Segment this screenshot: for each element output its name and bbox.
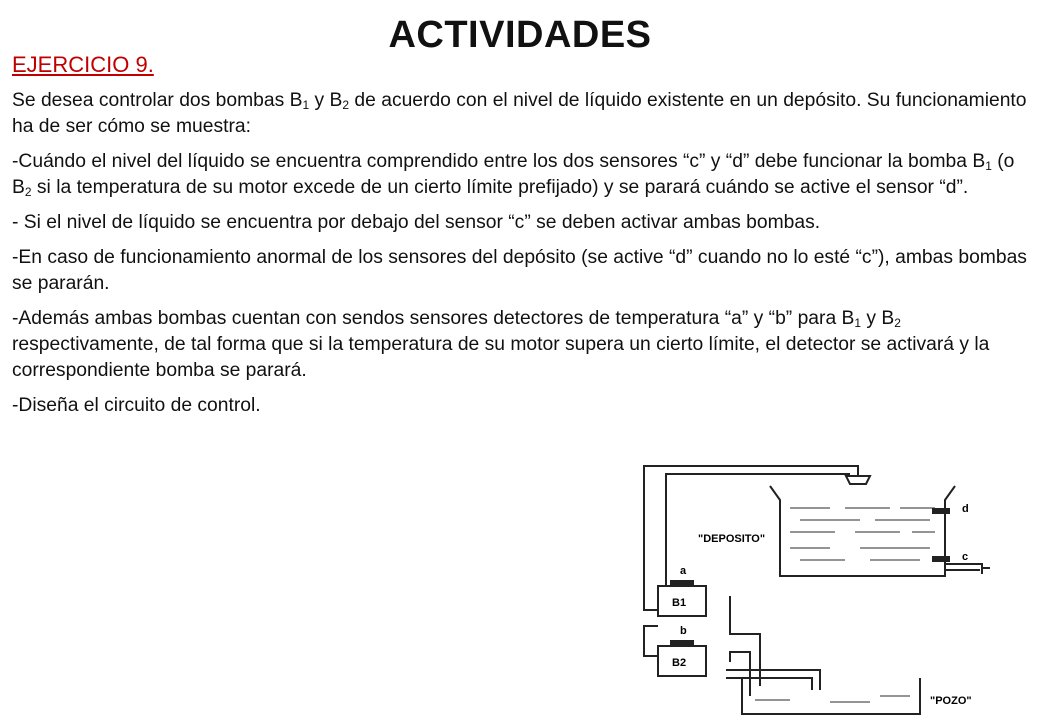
pozo-label: "POZO" <box>930 695 972 707</box>
text-segment: y B <box>309 90 343 111</box>
paragraph-condition-3: -En caso de funcionamiento anormal de los sensores del depósito (se active “d” cuando no lo esté “c”), ambas bombas se pararán. <box>12 247 1027 294</box>
tank-outline <box>770 486 955 576</box>
text-segment: Se desea controlar dos bombas B <box>12 90 303 111</box>
subscript: 2 <box>894 316 901 330</box>
paragraph-condition-4 <box>12 306 1036 384</box>
sensor-c-icon <box>932 556 950 562</box>
page-title: ACTIVIDADES <box>388 14 652 56</box>
exercise-title: EJERCICIO 9. <box>12 52 154 77</box>
sprinkler-icon <box>846 476 870 484</box>
subscript: 1 <box>854 316 862 330</box>
text-segment: si la temperatura de su motor excede de un cierto límite prefijado) y se parará cuándo se active el sensor “d”. <box>31 177 969 198</box>
exercise-statement <box>12 88 1036 428</box>
paragraph-condition-1 <box>12 149 1036 201</box>
text-segment: -Cuándo el nivel del líquido se encuentra comprendido entre los dos sensores “c” y “d” debe funcionar la bomba B <box>12 151 986 172</box>
pipe-overflow <box>945 564 990 574</box>
pipe-b2-return <box>644 626 658 656</box>
pump-system-diagram <box>630 456 1030 718</box>
paragraph-task: -Diseña el circuito de control. <box>12 395 261 416</box>
text-segment: y B <box>861 308 895 329</box>
subscript: 2 <box>342 98 350 112</box>
sensor-c-label: c <box>962 551 969 563</box>
subscript: 1 <box>985 159 992 173</box>
sensor-a-icon <box>670 580 694 586</box>
text-segment: de acuerdo con el nivel de líquido existente en un depósito. Su funcionamiento ha de ser cómo se muestra: <box>12 90 1027 137</box>
sensor-b-label: b <box>680 625 687 637</box>
subscript: 2 <box>24 185 32 199</box>
liquid-lines <box>755 508 935 702</box>
deposito-label: "DEPOSITO" <box>698 533 766 545</box>
pump-b1-label: B1 <box>672 597 687 609</box>
sensor-d-icon <box>932 508 950 514</box>
paragraph-intro <box>12 88 1036 140</box>
paragraph-condition-2: - Si el nivel de líquido se encuentra por debajo del sensor “c” se deben activar ambas bombas. <box>12 212 821 233</box>
pipe-b2-out <box>726 670 820 690</box>
sensor-b-icon <box>670 640 694 646</box>
sensor-d-label: d <box>962 503 969 515</box>
pump-b2-label: B2 <box>672 657 687 669</box>
text-segment: -Además ambas bombas cuentan con sendos sensores detectores de temperatura “a” y “b” para B <box>12 308 855 329</box>
text-segment: respectivamente, de tal forma que si la temperatura de su motor supera un cierto límite, el detector se activará y la correspondiente bomba se parará. <box>12 334 990 381</box>
subscript: 1 <box>302 98 310 112</box>
text-segment: (o B <box>12 151 1015 198</box>
pipe-suction-outer <box>730 596 760 696</box>
sensor-a-label: a <box>680 565 687 577</box>
